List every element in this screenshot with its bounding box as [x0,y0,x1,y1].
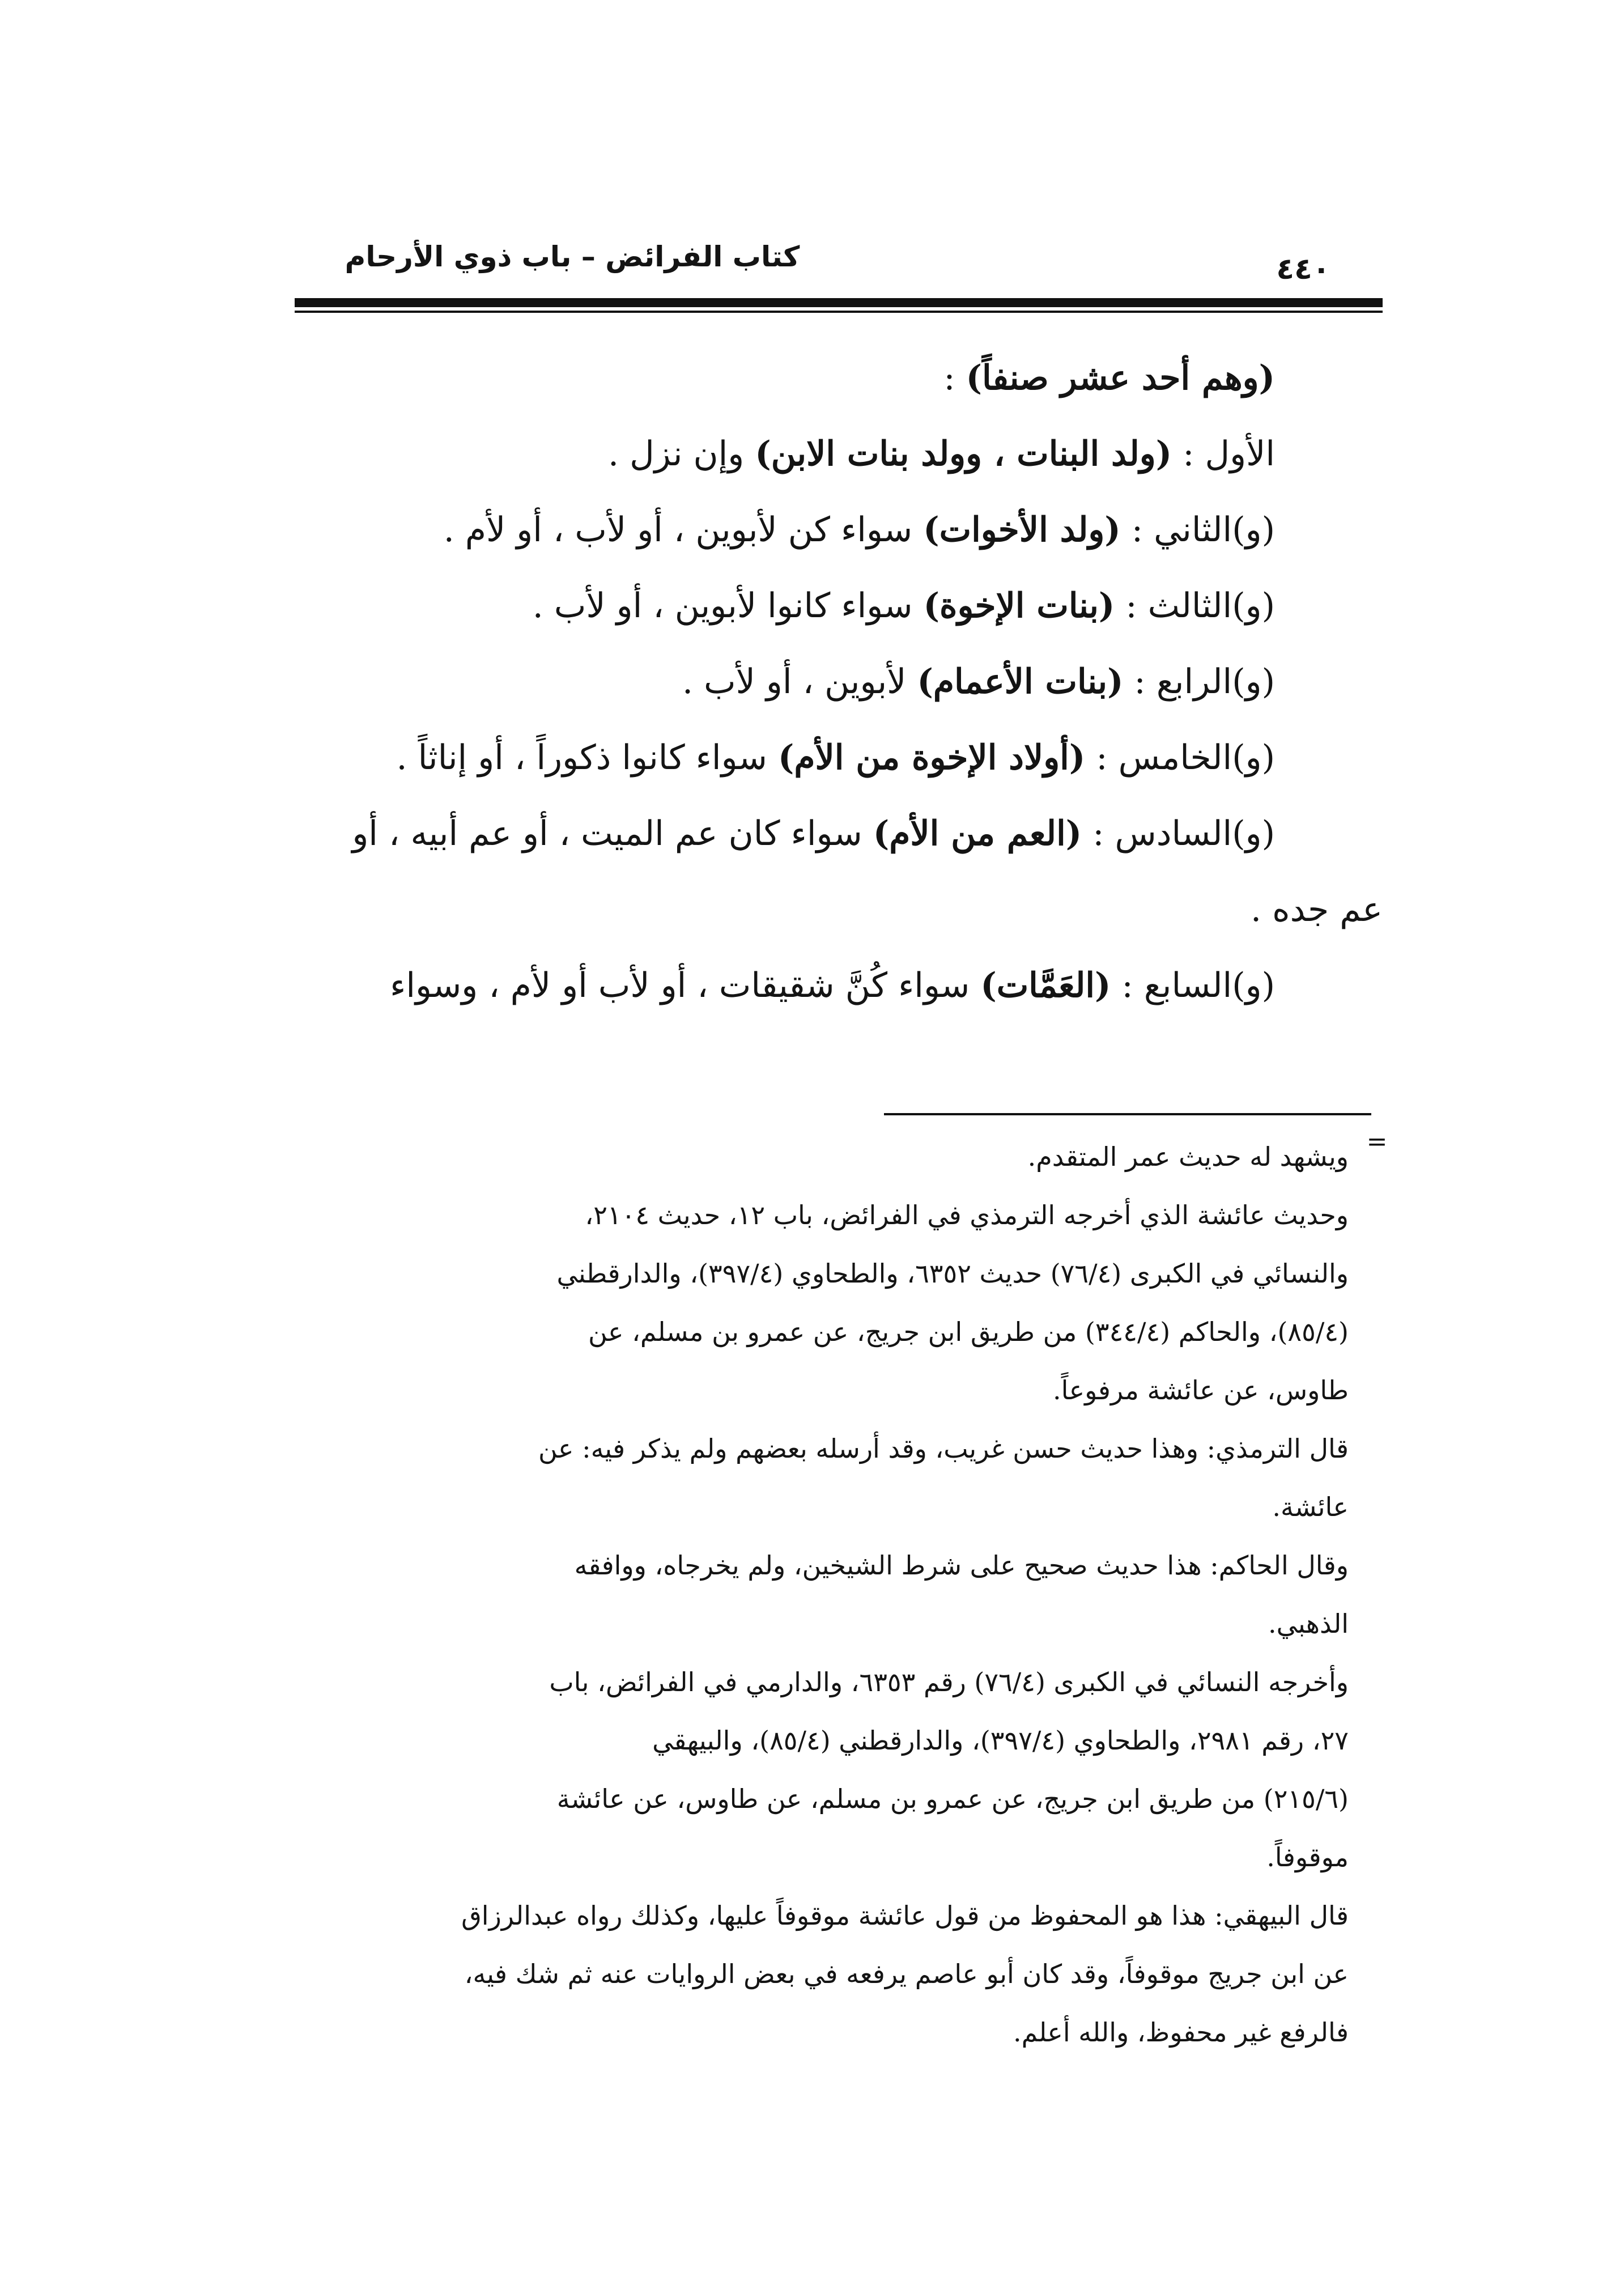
footnote-line: طاوس، عن عائشة مرفوعاً. [1053,1375,1349,1405]
footnote-line: الذهبي. [1268,1608,1349,1639]
main-line: (وهم أحد عشر صنفاً) : [943,358,1275,398]
main-line: (و)الرابع : (بنات الأعمام) لأبوين ، أو لأب . [682,662,1275,702]
header-rule [295,298,1383,307]
footnote-line: قال البيهقي: هذا هو المحفوظ من قول عائشة موقوفاً عليها، وكذلك رواه عبدالرزاق [461,1900,1349,1931]
footnote-line: وأخرجه النسائي في الكبرى (٧٦/٤) رقم ٦٣٥٣، والدارمي في الفرائض، باب [549,1667,1349,1697]
header-rule-thin [295,311,1383,313]
main-line: عم جده . [1251,890,1383,929]
footnote-line: موقوفاً. [1266,1842,1349,1872]
running-header-title: كتاب الفرائض – باب ذوي الأرحام [345,240,800,273]
main-line: (و)الثالث : (بنات الإخوة) سواء كانوا لأبوين ، أو لأب . [532,586,1275,626]
main-line: الأول : (ولد البنات ، وولد بنات الابن) وإن نزل . [607,434,1275,474]
main-line: (و)الثاني : (ولد الأخوات) سواء كن لأبوين ، أو لأب ، أو لأم . [443,510,1275,550]
main-line: (و)السابع : (العَمَّات) سواء كُنَّ شقيقات ، أو لأب أو لأم ، وسواء [390,966,1275,1005]
footnote-line: (٢١٥/٦) من طريق ابن جريج، عن عمرو بن مسلم، عن طاوس، عن عائشة [556,1784,1349,1814]
footnote-line: وحديث عائشة الذي أخرجه الترمذي في الفرائض، باب ١٢، حديث ٢١٠٤، [585,1200,1349,1230]
footnote-continuation-mark: = [1366,1127,1388,1156]
footnote-line: ٢٧، رقم ٢٩٨١، والطحاوي (٣٩٧/٤)، والدارقطني (٨٥/٤)، والبيهقي [652,1725,1349,1756]
footnote-line: فالرفع غير محفوظ، والله أعلم. [1013,2017,1349,2048]
footnote-line: عائشة. [1272,1492,1349,1522]
footnotes-block [283,1128,1349,2062]
main-line: (و)السادس : (العم من الأم) سواء كان عم الميت ، أو عم أبيه ، أو [352,814,1275,853]
page-number: ٤٤٠ [1276,252,1330,286]
footnote-separator [884,1113,1371,1115]
main-text-block [272,340,1383,1024]
main-line: (و)الخامس : (أولاد الإخوة من الأم) سواء كانوا ذكوراً ، أو إناثاً . [396,738,1275,778]
footnote-line: قال الترمذي: وهذا حديث حسن غريب، وقد أرسله بعضهم ولم يذكر فيه: عن [538,1433,1349,1464]
footnote-line: والنسائي في الكبرى (٧٦/٤) حديث ٦٣٥٢، والطحاوي (٣٩٧/٤)، والدارقطني [556,1258,1349,1289]
footnote-line: (٨٥/٤)، والحاكم (٣٤٤/٤) من طريق ابن جريج، عن عمرو بن مسلم، عن [588,1317,1349,1347]
footnote-line: عن ابن جريج موقوفاً، وقد كان أبو عاصم يرفعه في بعض الروايات عنه ثم شك فيه، [464,1959,1349,1989]
footnote-line: وقال الحاكم: هذا حديث صحيح على شرط الشيخين، ولم يخرجاه، ووافقه [574,1550,1349,1581]
footnote-line: ويشهد له حديث عمر المتقدم. [1027,1141,1349,1172]
